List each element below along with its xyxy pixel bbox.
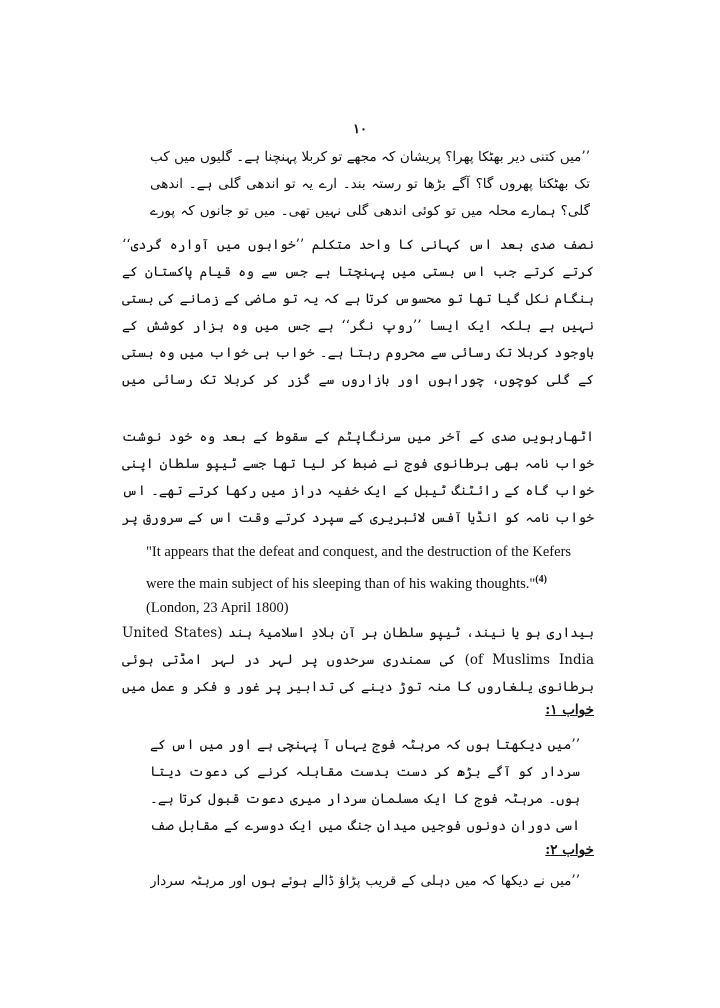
dream-2-heading: خواب ۲: bbox=[545, 842, 594, 858]
paragraph-2 bbox=[122, 424, 594, 532]
english-quote-text: "It appears that the defeat and conquest, and the destruction of the Kefers were the main subject of his sleeping than of his waking thoughts." bbox=[146, 544, 572, 592]
dream-1-heading: خواب ۱: bbox=[545, 702, 594, 718]
english-quote bbox=[146, 538, 578, 598]
paragraph-1 bbox=[122, 232, 594, 392]
quote-1 bbox=[150, 144, 590, 228]
dream-2 bbox=[150, 868, 580, 896]
english-source: (London, 23 April 1800) bbox=[146, 600, 289, 616]
quote-1-text: ’’میں کتنی دیر بھٹکا پھرا؟ پریشان کہ مجھے تو کربلا پہنچنا ہے۔ گلیوں میں کب تک بھٹکتا پھروں گا؟ آگے بڑھا تو رستہ بند۔ ارے یہ تو اندھی گلی ہے۔ اندھی گلی؟ ہمارے محلہ میں تو کوئی اندھی گلی نہیں تھی۔ میں تو جانوں کہ پورے bbox=[150, 149, 590, 219]
page-number: ۱۰ bbox=[353, 122, 367, 137]
paragraph-3-text: بیداری ہو یا نیند، ٹیپو سلطان ہر آن بلادِ اسلامیۂ ہند (United States of Muslims India) کی سمندری سرحدوں پر لہر در لہر امڈتی ہوئی برطانوی یلغاروں کا منہ توڑ دینے کی تدابیر پر غور و فکر و عمل میں bbox=[122, 625, 594, 695]
dream-2-text: ’’میں نے دیکھا کہ میں دہلی کے قریب پڑاؤ ڈالے ہوئے ہوں اور مرہٹہ سردار bbox=[150, 873, 580, 889]
paragraph-2-text: اٹھارہویں صدی کے آخر میں سرنگاپٹم کے سقوط کے بعد وہ خود نوشت خواب نامہ بھی برطانوی فوج نے ضبط کر لیا تھا جسے ٹیپو سلطان اپنی خواب گاہ کے رائٹنگ ٹیبل کے ایک خفیہ دراز میں رکھا کرتے تھے۔ اس خواب نامہ کو انڈیا آفس لائبریری کے سپرد کرتے وقت اس کے سرورق پر bbox=[122, 429, 594, 526]
paragraph-3 bbox=[122, 620, 594, 704]
english-quote-ref: (4) bbox=[535, 574, 547, 585]
dream-1-text: ’’میں دیکھتا ہوں کہ مرہٹہ فوج یہاں آ پہنچی ہے اور میں اس کے سردار کو آگے بڑھ کر دست بدست مقابلہ کرنے کی دعوت دیتا ہوں۔ مرہٹہ فوج کا ایک مسلمان سردار میری دعوت قبول کرتا ہے۔ اسی دوران دونوں فوجیں میدانِ جنگ میں ایک دوسرے کے مقابل صف bbox=[150, 737, 580, 834]
dream-1 bbox=[150, 732, 580, 840]
paragraph-1-text: نصف صدی بعد اس کہانی کا واحد متکلم ’’خوابوں میں آوارہ گردی‘‘ کرتے کرتے جب اس بستی میں پہنچتا ہے جس سے وہ قیام پاکستان کے ہنگام نکل گیا تھا تو محسوس کرتا ہے کہ یہ تو ماضی کے زمانے کی بستی نہیں ہے بلکہ ایک ایسا ’’روپ نگر‘‘ ہے جس میں وہ ہزار کوشش کے باوجود کربلا تک رسائی سے محروم رہتا ہے۔ خواب ہی خواب میں وہ بستی کے گلی کوچوں، چوراہوں اور بازاروں سے گزر کر کربلا تک رسائی میں bbox=[122, 237, 594, 388]
